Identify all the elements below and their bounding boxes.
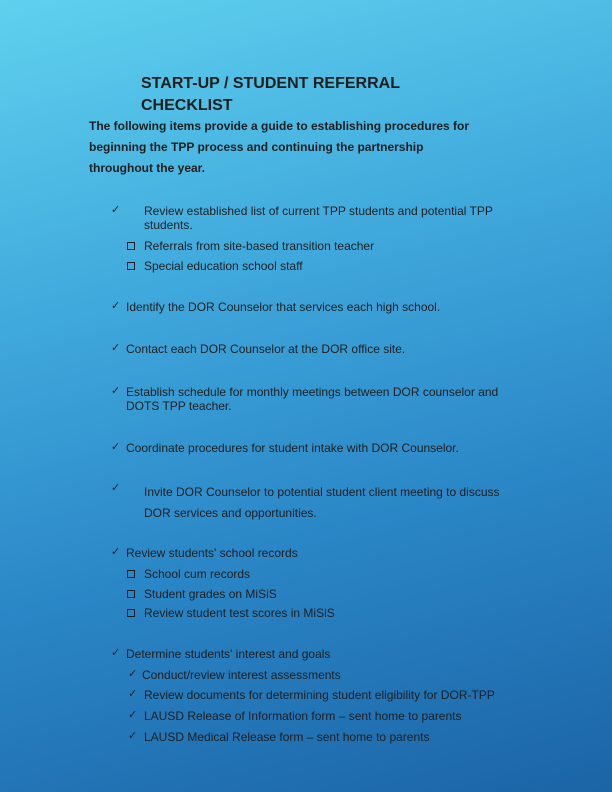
item-determine: Determine students' interest and goals — [126, 647, 331, 661]
item-info-form: LAUSD Release of Information form – sent home to parents — [144, 709, 462, 723]
checkmark-icon: ✓ — [111, 646, 121, 659]
item-test-scores: Review student test scores in MiSiS — [144, 606, 335, 620]
intro-line-1: The following items provide a guide to establishing procedures for — [89, 119, 470, 133]
checkbox-icon — [127, 590, 135, 598]
intro-line-2: beginning the TPP process and continuing the partnership — [89, 140, 424, 154]
item-review-list-line-2: students. — [144, 218, 193, 232]
checkbox-icon — [127, 262, 135, 270]
title-line-1: START-UP / STUDENT REFERRAL — [141, 75, 400, 92]
checkmark-icon: ✓ — [111, 341, 121, 354]
checkmark-icon: ✓ — [128, 729, 138, 742]
checkmark-icon: ✓ — [128, 708, 138, 721]
item-identify: Identify the DOR Counselor that services each high school. — [126, 300, 441, 314]
item-schedule-line-2: DOTS TPP teacher. — [126, 399, 232, 413]
checkmark-icon: ✓ — [111, 384, 121, 397]
item-invite-line-2: DOR services and opportunities. — [144, 506, 317, 520]
checkmark-icon: ✓ — [128, 687, 138, 700]
item-cum: School cum records — [144, 567, 251, 581]
checkmark-icon: ✓ — [128, 667, 138, 680]
checkmark-icon: ✓ — [111, 440, 121, 453]
checkbox-icon — [127, 570, 135, 578]
item-conduct: Conduct/review interest assessments — [142, 668, 341, 682]
item-special-ed: Special education school staff — [144, 259, 303, 273]
item-invite-line-1: Invite DOR Counselor to potential student client meeting to discuss — [144, 485, 500, 499]
checkmark-icon: ✓ — [111, 299, 121, 312]
checkbox-icon — [127, 609, 135, 617]
intro-line-3: throughout the year. — [89, 161, 206, 175]
intro-paragraph — [89, 116, 469, 179]
title-line-2: CHECKLIST — [141, 97, 233, 114]
item-review-list-line-1: Review established list of current TPP students and potential TPP — [144, 204, 493, 218]
item-coordinate: Coordinate procedures for student intake with DOR Counselor. — [126, 441, 459, 455]
checkbox-icon — [127, 242, 135, 250]
checkmark-icon: ✓ — [111, 481, 121, 494]
item-contact: Contact each DOR Counselor at the DOR office site. — [126, 342, 406, 356]
item-eligibility: Review documents for determining student eligibility for DOR-TPP — [144, 688, 495, 702]
item-medical-form: LAUSD Medical Release form – sent home to parents — [144, 730, 430, 744]
checkmark-icon: ✓ — [111, 545, 121, 558]
item-schedule — [126, 385, 498, 413]
item-grades: Student grades on MiSiS — [144, 587, 277, 601]
item-referrals: Referrals from site-based transition teacher — [144, 239, 375, 253]
item-review-list — [144, 204, 493, 232]
item-schedule-line-1: Establish schedule for monthly meetings between DOR counselor and — [126, 385, 499, 399]
checkmark-icon: ✓ — [111, 203, 121, 216]
page-title — [141, 73, 400, 117]
item-review-records: Review students' school records — [126, 546, 298, 560]
item-invite — [144, 482, 500, 524]
